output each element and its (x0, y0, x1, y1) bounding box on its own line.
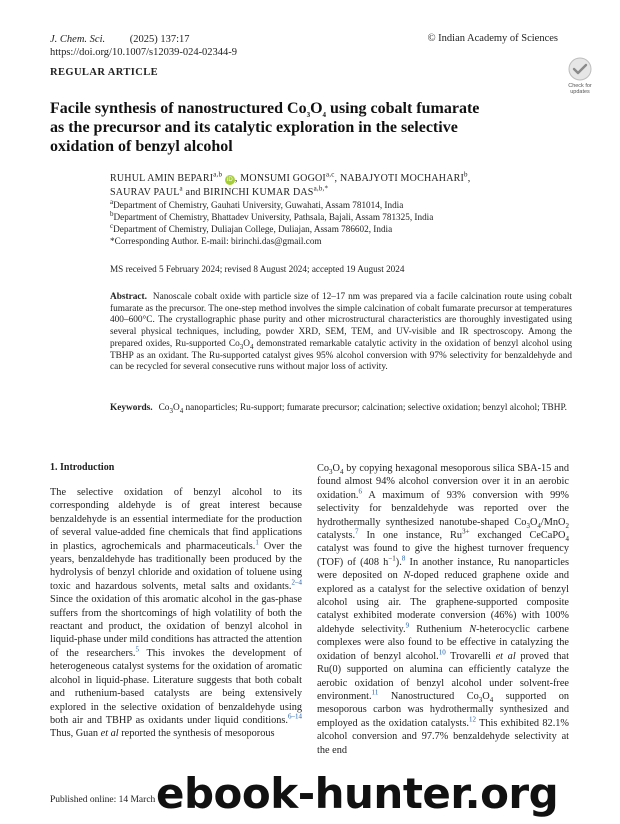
author-affil-mark: a,c (325, 170, 335, 179)
body-text: -heterocyclic carbene complexes were also found to be effective in catalyzing the oxidation of benzyl alcohol. (317, 623, 569, 662)
affiliation-mark: b (110, 209, 114, 218)
author-affil-mark: a,b,* (313, 184, 329, 193)
received-dates: MS received 5 February 2024; revised 8 August 2024; accepted 19 August 2024 (110, 264, 405, 274)
body-text: Co (317, 463, 330, 474)
author-list (110, 172, 570, 200)
body-text: Nanostructured Co (378, 690, 479, 702)
body-text: supported on mesoporous carbon was hydrothermally synthesized and employed as the oxidation catalysts. (317, 690, 569, 729)
doi-link[interactable]: https://doi.org/10.1007/s12039-024-02344-9 (50, 47, 238, 58)
body-text: catalyst was found to give the highest turnover frequency (TOF) of (408 h (317, 543, 569, 568)
formula-text: O (172, 403, 180, 413)
abstract-text: demonstrated remarkable catalytic activity in the oxidation of benzyl alcohol using TBHP as an oxidant. The Ru-supported catalyst gives 95% alcohol conversion with 97% selectivity for benzaldehyde and can be recycled for several consecutive runs without major loss of activity. (110, 338, 573, 373)
body-text: A maximum of 93% conversion with 99% selectivity for benzaldehyde was reported over the hydrothermally synthesized nanotube-shaped Co (317, 489, 569, 528)
keywords-text: Co (158, 403, 170, 413)
body-text: exchanged CeCaPO (469, 530, 566, 542)
formula-text: O (482, 690, 490, 702)
journal-volume: (2025) 137:17 (129, 34, 190, 45)
title-text: Facile synthesis of nanostructured Co (50, 100, 307, 117)
body-column-left (50, 486, 302, 741)
title-sub: 3 (306, 111, 311, 120)
citation-link[interactable]: 6 (358, 487, 362, 496)
citation-link[interactable]: 2–4 (291, 578, 302, 587)
author-affil-mark: a (179, 184, 183, 193)
title-text: O (310, 100, 323, 117)
body-text: In one instance, Ru (358, 530, 463, 542)
formula-sub: 3 (478, 695, 483, 704)
orcid-icon[interactable]: iD (226, 177, 233, 183)
author-name: SAURAV PAUL (110, 187, 180, 198)
affiliation-mark: * (110, 236, 115, 246)
affiliation-mark: c (110, 221, 114, 230)
abstract-label: Abstract. (110, 292, 147, 302)
body-text-italic: N (469, 623, 477, 635)
body-text: Since the oxidation of this aromatic alcohol in the gas-phase suffers from the shortcomings of high volatility of both the reactant and product, the oxidation of benzyl alcohol in liquid-phase under mild conditions has attracted the attention of the researchers. (50, 594, 302, 659)
formula-sub: 4 (249, 342, 254, 351)
formula-text: O (529, 516, 538, 528)
body-text: This exhibited 82.1% alcohol conversion and 97.7% benzaldehyde selectivity at the end (317, 717, 569, 756)
citation-link[interactable]: 10 (438, 648, 446, 657)
citation-link[interactable]: 11 (371, 688, 379, 697)
formula-sub: 3 (329, 468, 333, 477)
citation-link[interactable]: 1 (255, 538, 259, 547)
affiliation (110, 209, 580, 223)
affiliation-text: Department of Chemistry, Bhattadev University, Pathsala, Bajali, Assam 781325, India (113, 212, 434, 222)
affiliation-text: Corresponding Author. E-mail: birinchi.das@gmail.com (114, 236, 322, 246)
charge-sup: 3+ (462, 527, 470, 536)
check-for-updates-label: Check for updates (568, 83, 592, 95)
body-text: This invokes the development of heterogeneous catalyst systems for the oxidation of aromatic alcohol in liquid-phase. Literature suggests that both cobalt and ruthenium-based catalysts are being extensively explored in the selective oxidation of benzaldehyde using both air and TBHP as oxidants under liquid conditions. (50, 647, 302, 726)
section-heading: 1. Introduction (50, 462, 115, 473)
body-text: In another instance, Ru nanoparticles were deposited on (317, 556, 570, 582)
title-text: using cobalt fumarate (326, 100, 480, 117)
published-date: Published online: 14 March (50, 795, 156, 805)
author-name: and BIRINCHI KUMAR DAS (182, 187, 314, 198)
formula-text: O (332, 463, 340, 474)
citation-link[interactable]: 5 (135, 645, 139, 654)
author-name: , NABAJYOTI MOCHAHARI (334, 173, 465, 184)
formula-sub: 3 (169, 406, 173, 415)
body-text: -doped reduced graphene oxide and explored as a catalyst for the selective oxidation of benzyl alcohol using air. The graphene-supported composite catalyst exhibited moderate conversion (46%) with 100% aldehyde selectivity. (317, 570, 569, 635)
abstract (110, 292, 572, 374)
formula-sub: 3 (239, 342, 244, 351)
body-text: Ruthenium (409, 623, 470, 635)
unit-sup: −1 (388, 554, 396, 563)
formula-sub: 4 (339, 468, 344, 477)
formula-sub: 2 (565, 521, 569, 530)
citation-link[interactable]: 12 (468, 715, 476, 724)
author-name: , (467, 173, 471, 184)
body-text-italic: et al (495, 650, 516, 662)
abstract-text: Nanoscale cobalt oxide with particle size of 12–17 nm was prepared via a facile calcination route using cobalt fumarate as the precursor. The one-step method involves the simple calcination of cobalt fumarate precursor at temperatures 400–600°C. The crystallographic phase purity and other microstructural characteristics are thoroughly investigated using several physical techniques, including, powder XRD, SEM, TEM, and UV-visible and IR spectroscopy. Among the prepared oxides, Ru-supported Co (110, 292, 572, 349)
formula-sub: 4 (565, 535, 569, 544)
author-affil-mark: b (464, 170, 468, 179)
affiliation (110, 197, 580, 211)
body-text: /MnO (540, 516, 566, 528)
body-column-right (317, 462, 569, 757)
citation-link[interactable]: 8 (401, 554, 406, 563)
society-credit: © Indian Academy of Sciences (427, 33, 558, 44)
affiliation-mark: a (110, 197, 114, 206)
affiliation-text: Department of Chemistry, Gauhati University, Guwahati, Assam 781014, India (113, 200, 404, 210)
body-text: ). (395, 556, 402, 568)
title-text: oxidation of benzyl alcohol (50, 138, 233, 155)
citation-link[interactable]: 6–14 (288, 712, 302, 721)
formula-text: O (243, 338, 250, 349)
affiliation (110, 221, 580, 235)
body-text: by copying hexagonal mesoporous silica SBA-15 and found almost 94% alcohol conversion over it in an aerobic oxidation. (317, 463, 569, 501)
author-name: RUHUL AMIN BEPARI (110, 173, 214, 184)
formula-sub: 4 (489, 695, 494, 704)
author-affil-mark: a,b (213, 170, 223, 179)
corresponding-author (110, 236, 580, 247)
keywords-label: Keywords. (110, 403, 153, 413)
article-type: REGULAR ARTICLE (50, 67, 159, 78)
affiliation-text: Department of Chemistry, Duliajan College, Duliajan, Assam 786602, India (113, 224, 393, 234)
body-text: The selective oxidation of benzyl alcohol to its corresponding aldehyde is of great interest because benzaldehyde is an essential intermediate for the production of several value-added fine chemicals that find applications in plastics, agrochemicals and pharmaceuticals. (50, 487, 302, 552)
keywords-text: nanoparticles; Ru-support; fumarate precursor; calcination; selective oxidation; benzyl alcohol; TBHP. (183, 403, 567, 413)
title-sub: 4 (322, 111, 327, 120)
journal-name: J. Chem. Sci. (50, 34, 106, 45)
watermark: ebook-hunter.org (156, 769, 559, 818)
body-text-italic: et al (100, 728, 119, 740)
title-text: as the precursor and its catalytic exploration in the selective (50, 119, 458, 136)
body-text: Over the years, benzaldehyde has traditionally been produced by the hydrolysis of benzyl chloride and oxidation of toluene using toxic and hazardous solvents, metal salts and oxidants. (50, 540, 302, 592)
body-text: catalysts. (317, 530, 356, 542)
keywords (110, 403, 572, 415)
body-text: Thus, Guan (50, 728, 101, 740)
body-text: Trovarelli (445, 650, 496, 662)
citation-link[interactable]: 9 (405, 621, 410, 630)
citation-link[interactable]: 7 (355, 527, 359, 536)
body-text: proved that Ru(0) supported on alumina can efficiently catalyze the aerobic oxidation of benzyl alcohol under solvent-free environment. (317, 650, 569, 702)
formula-sub: 4 (537, 521, 541, 530)
journal-header (50, 33, 237, 59)
body-text: reported the synthesis of mesoporous (118, 728, 275, 740)
body-text-italic: N (403, 570, 411, 582)
paper-title (50, 99, 550, 156)
author-name: , MONSUMI GOGOI (234, 173, 326, 184)
formula-sub: 3 (526, 521, 530, 530)
formula-sub: 4 (179, 406, 184, 415)
